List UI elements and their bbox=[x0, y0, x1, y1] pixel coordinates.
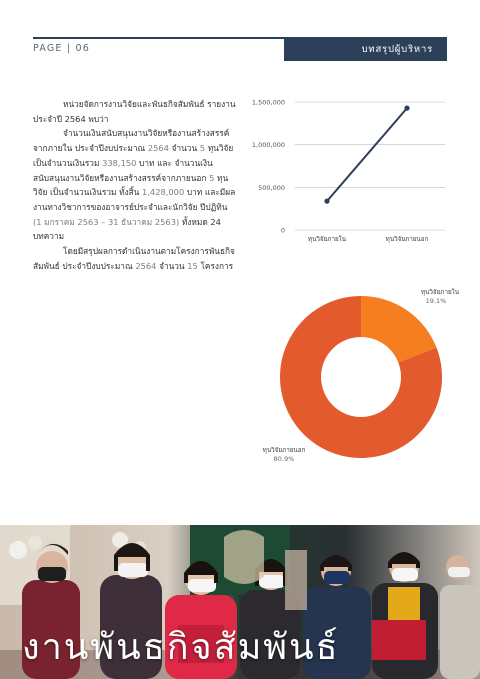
funding-line-chart bbox=[245, 92, 455, 252]
y-tick-label: 0 bbox=[280, 226, 285, 235]
y-tick-label: 500,000 bbox=[258, 183, 285, 192]
slice-label: ทุนวิจัยภายนอก bbox=[262, 447, 306, 454]
paragraph-intro: หน่วยจัดการงานวิจัยและพันธกิจสัมพันธ์ รายงานประจำปี 2564 พบว่า bbox=[33, 99, 236, 124]
data-point bbox=[324, 199, 329, 204]
page-number: PAGE | 06 bbox=[33, 43, 90, 54]
header-rule bbox=[33, 37, 285, 39]
photo-caption: งานพันธกิจสัมพันธ์ bbox=[22, 627, 340, 668]
x-tick-label: ทุนวิจัยภายนอก bbox=[385, 236, 429, 243]
x-tick-label: ทุนวิจัยภายใน bbox=[307, 236, 347, 243]
data-point bbox=[404, 106, 409, 111]
y-tick-label: 1,500,000 bbox=[251, 98, 285, 107]
funding-donut-chart bbox=[250, 280, 470, 490]
slice-value: 80.9% bbox=[273, 455, 295, 463]
paragraph-projects: โดยมีสรุปผลการดำเนินงานตามโครงการพันธกิจสัมพันธ์ ประจำปีงบประมาณ 2564 จำนวน 15 โครงการ bbox=[33, 246, 235, 271]
section-title: บทสรุปผู้บริหาร bbox=[284, 37, 447, 61]
slice-label: ทุนวิจัยภายใน bbox=[420, 289, 460, 296]
paragraph-funding: จำนวนเงินสนับสนุนงานวิจัยหรืองานสร้างสรรค์จากภายใน ประจำปีงบประมาณ 2564 จำนวน 5 ทุนวิจัย เป็นจำนวนเงินรวม 338,150 บาท และ จำนวนเงินสนับสนุนงานวิจัยหรืองานสร้างสรรค์จากภายนอก 5 ทุนวิจัย เป็นจำนวนเงินรวม ทั้งสิ้น 1,428,000 บาท และมีผลงานทางวิชาการของอาจารย์ประจำและนักวิจัย ปีปฏิทิน (1 มกราคม 2563 – 31 ธันวาคม 2563) ทั้งหมด 24 บทความ bbox=[33, 128, 236, 242]
slice-value: 19.1% bbox=[425, 297, 447, 305]
y-tick-label: 1,000,000 bbox=[251, 141, 285, 150]
summary-text bbox=[33, 97, 238, 273]
